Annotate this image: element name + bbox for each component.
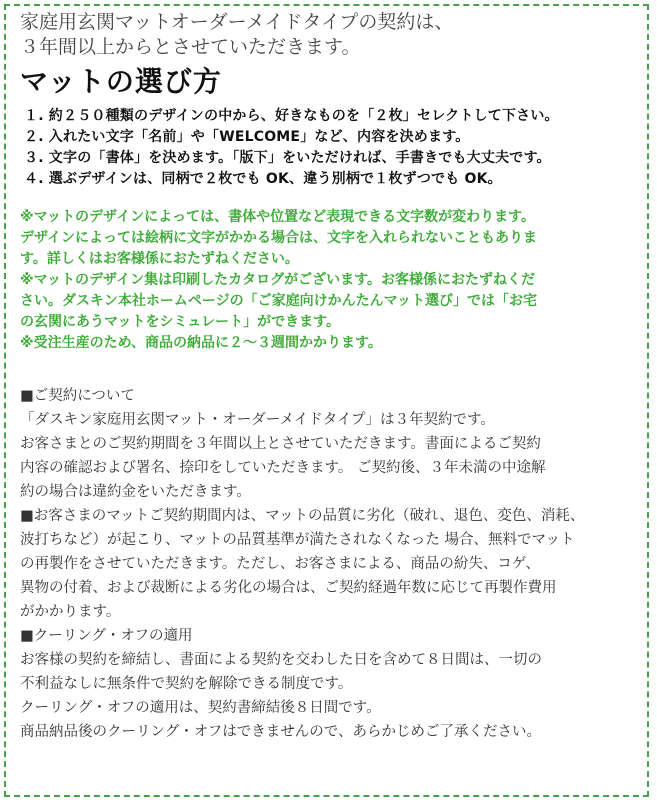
intro-line: ３年間以上からとさせていただきます。 <box>20 36 361 58</box>
contract-line: がかかります。 <box>20 604 121 620</box>
contract-section <box>20 384 642 744</box>
contract-line: 不利益なしに無条件で契約を解除できる制度です。 <box>20 676 353 692</box>
green-notes <box>20 207 642 354</box>
note-line: ※マットのデザイン集は印刷したカタログがございます。お客様係におたずねくだ <box>20 272 535 288</box>
quality-heading-line: ■お客さまのマットご契約期間内は、マットの品質に劣化（破れ、退色、変色、消耗、 <box>20 508 585 524</box>
cooling-off-heading: ■クーリング・オフの適用 <box>20 628 193 644</box>
document-content <box>20 10 642 744</box>
step-item: １. 約２５０種類のデザインの中から、好きなものを「２枚」セレクトして下さい。 <box>24 108 559 124</box>
contract-line: 「ダスキン家庭用玄関マット・オーダーメイドタイプ」は３年契約です。 <box>20 412 495 428</box>
section-title: マットの選び方 <box>20 65 222 98</box>
step-item: ３. 文字の「書体」を決めます。「版下」をいただければ、手書きでも大丈夫です。 <box>24 150 551 166</box>
contract-heading: ■ご契約について <box>20 388 135 404</box>
note-line: の玄関にあうマットをシミュレート」ができます。 <box>20 314 341 330</box>
contract-line: 波打ちなど）が起こり、マットの品質基準が満たされなくなった 場合、無料でマット <box>20 532 575 548</box>
contract-line: 約の場合は違約金をいただきます。 <box>20 484 251 500</box>
intro-line: 家庭用玄関マットオーダーメイドタイプの契約は、 <box>20 11 454 33</box>
step-item: ４. 選ぶデザインは、同柄で２枚でも OK、違う別柄で１枚ずつでも OK。 <box>24 171 502 187</box>
contract-line: 商品納品後のクーリング・オフはできませんので、あらかじめご了承ください。 <box>20 724 541 740</box>
contract-line: クーリング・オフの適用は、契約書締結後８日間です。 <box>20 700 381 716</box>
note-line: デザインによっては絵柄に文字がかかる場合は、文字を入れられないこともありま <box>20 230 538 246</box>
contract-line: お客様の契約を締結し、書面による契約を交わした日を含めて８日間は、一切の <box>20 652 542 668</box>
step-item: ２. 入れたい文字「名前」や「WELCOME」など、内容を決めます。 <box>24 129 470 145</box>
steps-list <box>24 106 642 190</box>
intro-text <box>20 10 642 60</box>
contract-line: お客さまとのご契約期間を３年間以上とさせていただきます。書面によるご契約 <box>20 436 541 452</box>
note-line: さい。ダスキン本社ホームページの「ご家庭向けかんたんマット選び」では「お宅 <box>20 293 538 309</box>
note-line: ※受注生産のため、商品の納品に２～３週間かかります。 <box>20 335 382 351</box>
contract-line: 異物の付着、および裁断による劣化の場合は、ご契約経過年数に応じて再製作費用 <box>20 580 557 596</box>
note-line: ※マットのデザインによっては、書体や位置など表現できる文字数が変わります。 <box>20 209 535 225</box>
contract-line: 内容の確認および署名、捺印をしていただきます。 ご契約後、３年未満の中途解 <box>20 460 546 476</box>
contract-line: の再製作をさせていただきます。ただし、お客さまによる、商品の紛失、コゲ、 <box>20 556 540 572</box>
note-line: す。詳しくはお客様係におたずねください。 <box>20 251 299 267</box>
